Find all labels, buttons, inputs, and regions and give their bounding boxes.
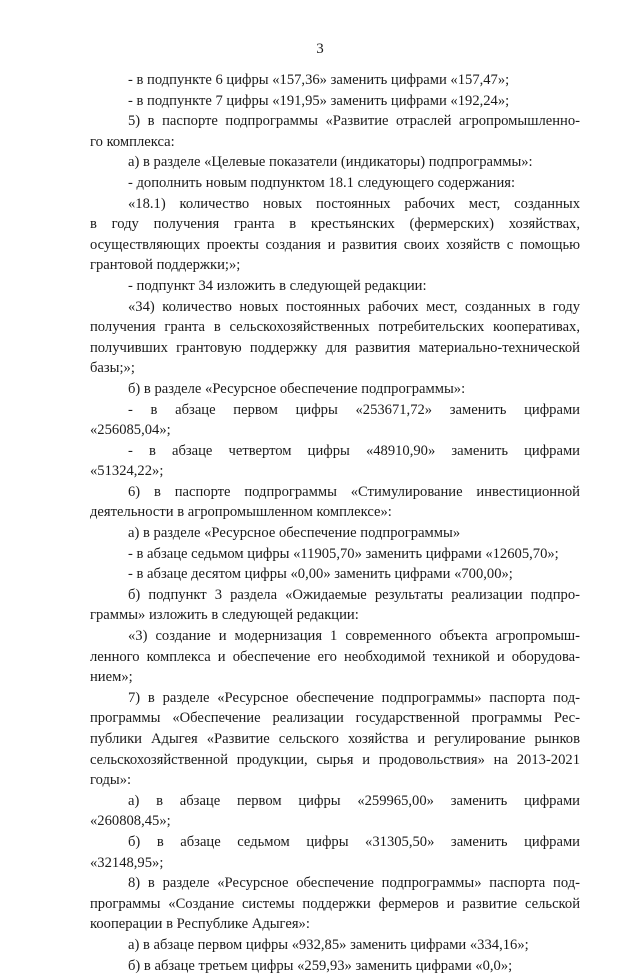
page-number: 3 bbox=[316, 41, 324, 57]
text-line: б) в абзаце седьмом цифры «31305,50» заменить цифрами bbox=[128, 833, 580, 850]
text-line: - в абзаце десятом цифры «0,00» заменить цифрами «700,00»; bbox=[128, 566, 513, 583]
text-line: го комплекса: bbox=[90, 133, 175, 150]
text-line: программы «Обеспечение реализации государственной программы Рес- bbox=[90, 710, 580, 727]
text-line: «3) создание и модернизация 1 современного объекта агропромыш- bbox=[128, 628, 580, 645]
text-line: «34) количество новых постоянных рабочих мест, созданных в году bbox=[128, 298, 580, 315]
text-line: а) в разделе «Целевые показатели (индикаторы) подпрограммы»: bbox=[128, 154, 533, 171]
text-line: - подпункт 34 изложить в следующей редакции: bbox=[128, 277, 427, 294]
text-line: «260808,45»; bbox=[90, 813, 171, 830]
text-line: граммы» изложить в следующей редакции: bbox=[90, 607, 359, 624]
text-line: - в подпункте 6 цифры «157,36» заменить цифрами «157,47»; bbox=[128, 72, 510, 88]
text-line: получивших грантовую поддержку для развития материально-технической bbox=[90, 339, 580, 356]
text-line: 5) в паспорте подпрограммы «Развитие отраслей агропромышленно- bbox=[128, 113, 580, 130]
text-line: ленного комплекса и обеспечение его необходимой техникой и оборудова- bbox=[90, 648, 580, 665]
text-line: «51324,22»; bbox=[90, 463, 164, 480]
text-line: - в абзаце четвертом цифры «48910,90» заменить цифрами bbox=[128, 442, 580, 459]
text-line: «18.1) количество новых постоянных рабочих мест, созданных bbox=[128, 195, 580, 212]
document-body bbox=[90, 70, 580, 976]
text-line: - дополнить новым подпунктом 18.1 следующего содержания: bbox=[128, 174, 516, 191]
text-line: в году получения гранта в крестьянских (фермерских) хозяйствах, bbox=[90, 216, 580, 233]
text-line: сельскохозяйственной продукции, сырья и продовольствия» на 2013-2021 bbox=[90, 751, 580, 768]
text-line: 6) в паспорте подпрограммы «Стимулирование инвестиционной bbox=[128, 483, 580, 500]
text-line: - в подпункте 7 цифры «191,95» заменить цифрами «192,24»; bbox=[128, 92, 510, 109]
text-line: деятельности в агропромышленном комплексе»: bbox=[90, 504, 392, 521]
text-line: «256085,04»; bbox=[90, 422, 171, 439]
text-line: «32148,95»; bbox=[90, 854, 164, 871]
text-line: - в абзаце первом цифры «253671,72» заменить цифрами bbox=[128, 401, 580, 418]
text-line: б) подпункт 3 раздела «Ожидаемые результаты реализации подпро- bbox=[128, 586, 580, 603]
text-line: а) в абзаце первом цифры «932,85» заменить цифрами «334,16»; bbox=[128, 936, 529, 953]
text-line: публики Адыгея «Развитие сельского хозяйства и регулирование рынков bbox=[90, 731, 580, 747]
text-line: б) в разделе «Ресурсное обеспечение подпрограммы»: bbox=[128, 380, 466, 397]
text-line: годы»: bbox=[90, 772, 132, 789]
text-line: - в абзаце седьмом цифры «11905,70» заменить цифрами «12605,70»; bbox=[128, 545, 559, 562]
text-line: грантовой поддержки;»; bbox=[90, 257, 241, 274]
text-line: программы «Создание системы поддержки фермеров и развитие сельской bbox=[90, 895, 580, 912]
text-line: осуществляющих проекты создания и развития своих хозяйств с помощью bbox=[90, 236, 580, 253]
text-line: а) в абзаце первом цифры «259965,00» заменить цифрами bbox=[128, 792, 580, 809]
text-line: получения гранта в сельскохозяйственных потребительских кооперативах, bbox=[90, 319, 580, 336]
text-line: 8) в разделе «Ресурсное обеспечение подпрограммы» паспорта под- bbox=[128, 875, 580, 892]
text-line: б) в абзаце третьем цифры «259,93» заменить цифрами «0,0»; bbox=[128, 957, 513, 974]
text-line: а) в разделе «Ресурсное обеспечение подпрограммы» bbox=[128, 525, 461, 542]
text-line: нием»; bbox=[90, 669, 133, 686]
text-line: 7) в разделе «Ресурсное обеспечение подпрограммы» паспорта под- bbox=[128, 689, 580, 706]
text-line: базы;»; bbox=[90, 360, 135, 377]
text-line: кооперации в Республике Адыгея»: bbox=[90, 916, 310, 933]
